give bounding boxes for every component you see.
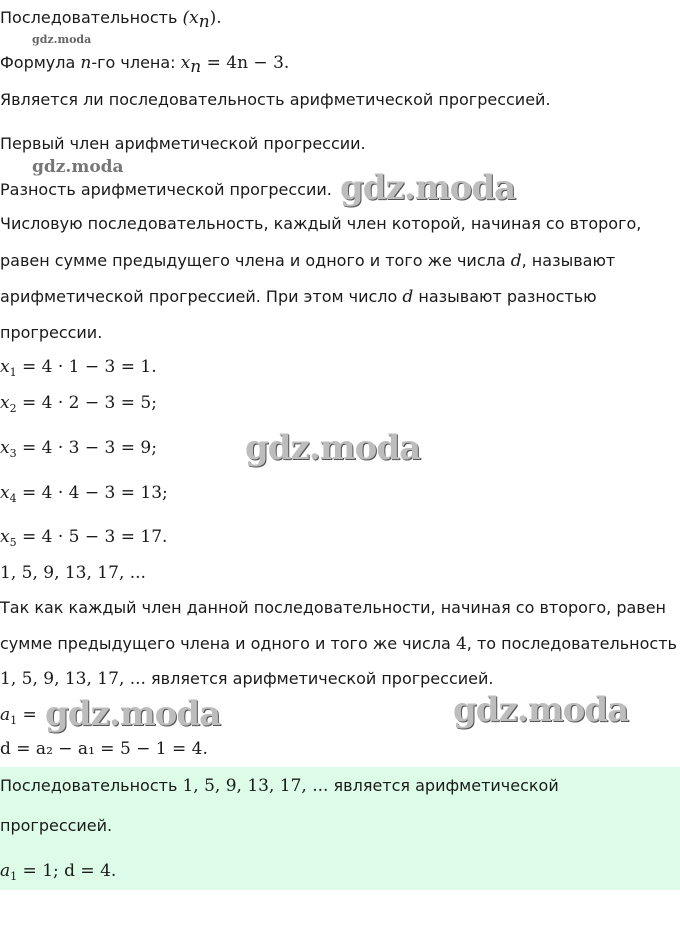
title-text: Последовательность xyxy=(0,8,183,27)
formula-sub: n xyxy=(190,57,202,77)
eq4-sub: 4 xyxy=(9,492,17,505)
eq5-sub: 5 xyxy=(9,536,17,549)
formula-label-b: -го члена: xyxy=(91,53,181,72)
def2-end: , называют xyxy=(521,251,616,270)
eq3-sub: 3 xyxy=(9,447,17,460)
title-end: ). xyxy=(209,8,222,28)
explanation-line-3 xyxy=(0,668,493,690)
definition-line-1: Числовую последовательность, каждый член которой, начиная со второго, xyxy=(0,214,642,233)
a1-rest: = xyxy=(17,705,37,725)
watermark-mid: gdz.moda xyxy=(32,157,124,177)
ans3-rest: = 1; d = 4. xyxy=(17,861,117,881)
ans1-end: является арифметической xyxy=(328,776,559,795)
sequence-title xyxy=(0,7,222,32)
ans1-text: Последовательность xyxy=(0,776,183,795)
ans3-var: a xyxy=(0,861,11,881)
sequence-values: 1, 5, 9, 13, 17, ... xyxy=(0,563,146,583)
equation-1 xyxy=(0,356,157,378)
eq1-rest: = 4 · 1 − 3 = 1. xyxy=(16,357,157,377)
formula-rest: = 4n − 3. xyxy=(201,53,290,73)
eq2-sub: 2 xyxy=(9,402,17,415)
formula-label: Формула xyxy=(0,53,81,72)
eq5-var: x xyxy=(0,527,10,547)
watermark-big-1: gdz.moda xyxy=(340,168,516,208)
equation-4 xyxy=(0,482,168,504)
def3-end: называют разностью xyxy=(413,287,597,306)
equation-2 xyxy=(0,392,157,414)
answer-line-3 xyxy=(0,860,116,882)
explanation-line-2 xyxy=(0,633,677,655)
def2-d: d xyxy=(510,251,522,271)
difference-line: d = a₂ − a₁ = 5 − 1 = 4. xyxy=(0,739,208,759)
watermark-big-2: gdz.moda xyxy=(245,428,421,468)
definition-line-2 xyxy=(0,250,615,272)
definition-line-4: прогрессии. xyxy=(0,323,103,342)
formula-line xyxy=(0,52,290,77)
title-math: (x xyxy=(182,8,199,28)
watermark-small: gdz.moda xyxy=(32,33,92,46)
answer-line-1 xyxy=(0,775,559,797)
question-3: Разность арифметической прогрессии. xyxy=(0,180,332,199)
ans3-sub: 1 xyxy=(10,870,18,883)
definition-line-3 xyxy=(0,286,597,308)
exp2-num: 4 xyxy=(455,634,467,654)
formula-x: x xyxy=(180,53,191,73)
answer-line-2: прогрессией. xyxy=(0,816,113,835)
eq2-var: x xyxy=(0,393,10,413)
eq3-var: x xyxy=(0,438,10,458)
eq4-var: x xyxy=(0,483,10,503)
def2-text: равен сумме предыдущего члена и одного и того же числа xyxy=(0,251,511,270)
formula-n: n xyxy=(80,53,92,73)
question-2: Первый член арифметической прогрессии. xyxy=(0,134,366,153)
eq1-sub: 1 xyxy=(9,366,17,379)
eq5-rest: = 4 · 5 − 3 = 17. xyxy=(16,527,168,547)
watermark-big-3: gdz.moda xyxy=(45,694,221,734)
eq3-rest: = 4 · 3 − 3 = 9; xyxy=(16,438,157,458)
a1-line xyxy=(0,704,37,726)
a1-var: a xyxy=(0,705,11,725)
eq4-rest: = 4 · 4 − 3 = 13; xyxy=(16,483,168,503)
watermark-big-4: gdz.moda xyxy=(453,690,629,730)
exp2-end: , то последовательность xyxy=(466,634,677,653)
explanation-line-1: Так как каждый член данной последовательности, начиная со второго, равен xyxy=(0,598,667,617)
title-sub: n xyxy=(198,12,210,32)
def3-d: d xyxy=(402,287,414,307)
ans1-seq: 1, 5, 9, 13, 17, ... xyxy=(182,776,329,796)
exp3-text: является арифметической прогрессией. xyxy=(145,669,494,688)
exp2-text: сумме предыдущего члена и одного и того же числа xyxy=(0,634,456,653)
question-1: Является ли последовательность арифметической прогрессией. xyxy=(0,90,551,109)
eq1-var: x xyxy=(0,357,10,377)
exp3-seq: 1, 5, 9, 13, 17, ... xyxy=(0,669,146,689)
equation-5 xyxy=(0,526,167,548)
eq2-rest: = 4 · 2 − 3 = 5; xyxy=(16,393,157,413)
a1-sub: 1 xyxy=(10,714,18,727)
equation-3 xyxy=(0,437,157,459)
def3-text: арифметической прогрессией. При этом число xyxy=(0,287,403,306)
